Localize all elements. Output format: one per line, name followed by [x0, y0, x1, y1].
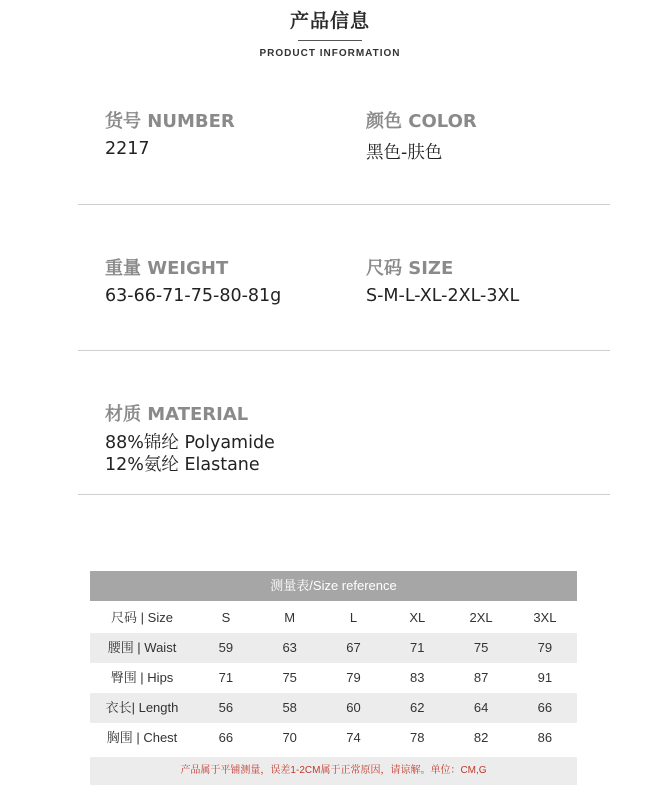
table-row: [90, 633, 577, 663]
table-cell: 83: [410, 670, 425, 685]
table-cell: 79: [346, 670, 361, 685]
table-cell: 75: [282, 670, 297, 685]
table-cell: XL: [409, 610, 426, 625]
size-table: [90, 571, 577, 785]
measurement-note: 产品属于平铺测量，误差1-2CM属于正常原因，请谅解。单位：CM,G: [90, 757, 577, 785]
row-label: 腰围 | Waist: [107, 640, 177, 655]
spec-color: [366, 107, 477, 164]
spec-number-value: 2217: [105, 139, 150, 159]
spec-material-value: [105, 432, 275, 476]
table-cell: 86: [537, 730, 553, 745]
divider: [78, 204, 610, 205]
spec-size-value: S-M-L-XL-2XL-3XL: [366, 286, 520, 306]
spec-number: [105, 107, 235, 159]
table-header-row: [90, 603, 577, 633]
table-cell: 74: [346, 730, 361, 745]
spec-color-value: 黑色-肤色: [366, 143, 443, 163]
table-cell: 64: [473, 700, 489, 715]
table-cell: 2XL: [469, 610, 493, 625]
material-line: 12%氨纶 Elastane: [105, 455, 260, 475]
table-row: [90, 723, 577, 753]
table-cell: 62: [410, 700, 425, 715]
page-title: 产品信息: [289, 10, 370, 32]
table-cell: M: [284, 610, 296, 625]
divider: [78, 350, 610, 351]
table-cell: 63: [282, 640, 297, 655]
page-subtitle: PRODUCT INFORMATION: [259, 48, 401, 59]
title-underline: [298, 40, 362, 41]
row-label: 尺码 | Size: [111, 610, 173, 625]
row-label: 臀围 | Hips: [110, 670, 174, 685]
table-cell: 75: [473, 640, 489, 655]
row-label: 胸围 | Chest: [106, 730, 178, 745]
table-cell: 66: [218, 730, 234, 745]
spec-size: [366, 254, 519, 306]
spec-material-label: 材质 MATERIAL: [105, 404, 249, 425]
spec-size-label: 尺码 SIZE: [366, 258, 454, 279]
table-cell: 60: [346, 700, 361, 715]
table-cell: 66: [537, 700, 553, 715]
table-cell: 67: [346, 640, 361, 655]
divider: [78, 494, 610, 495]
table-cell: L: [349, 610, 358, 625]
table-cell: 58: [282, 700, 297, 715]
spec-weight: [105, 254, 281, 306]
row-label: 衣长| Length: [105, 700, 179, 715]
spec-weight-value: 63-66-71-75-80-81g: [105, 286, 282, 306]
table-row: [90, 693, 577, 723]
table-cell: 71: [218, 670, 234, 685]
table-cell: S: [221, 610, 231, 625]
table-cell: 56: [218, 700, 234, 715]
spec-color-label: 颜色 COLOR: [366, 111, 477, 132]
table-cell: 87: [473, 670, 489, 685]
table-cell: 3XL: [533, 610, 557, 625]
table-cell: 91: [537, 670, 553, 685]
table-cell: 71: [410, 640, 425, 655]
table-cell: 78: [410, 730, 425, 745]
table-row: [90, 663, 577, 693]
spec-material: [105, 400, 275, 476]
table-cell: 59: [218, 640, 234, 655]
table-cell: 70: [282, 730, 297, 745]
table-cell: 79: [537, 640, 553, 655]
spec-weight-label: 重量 WEIGHT: [105, 258, 229, 279]
size-table-title: 测量表/Size reference: [90, 571, 577, 601]
table-cell: 82: [473, 730, 489, 745]
material-line: 88%锦纶 Polyamide: [105, 433, 275, 453]
spec-number-label: 货号 NUMBER: [105, 111, 235, 132]
